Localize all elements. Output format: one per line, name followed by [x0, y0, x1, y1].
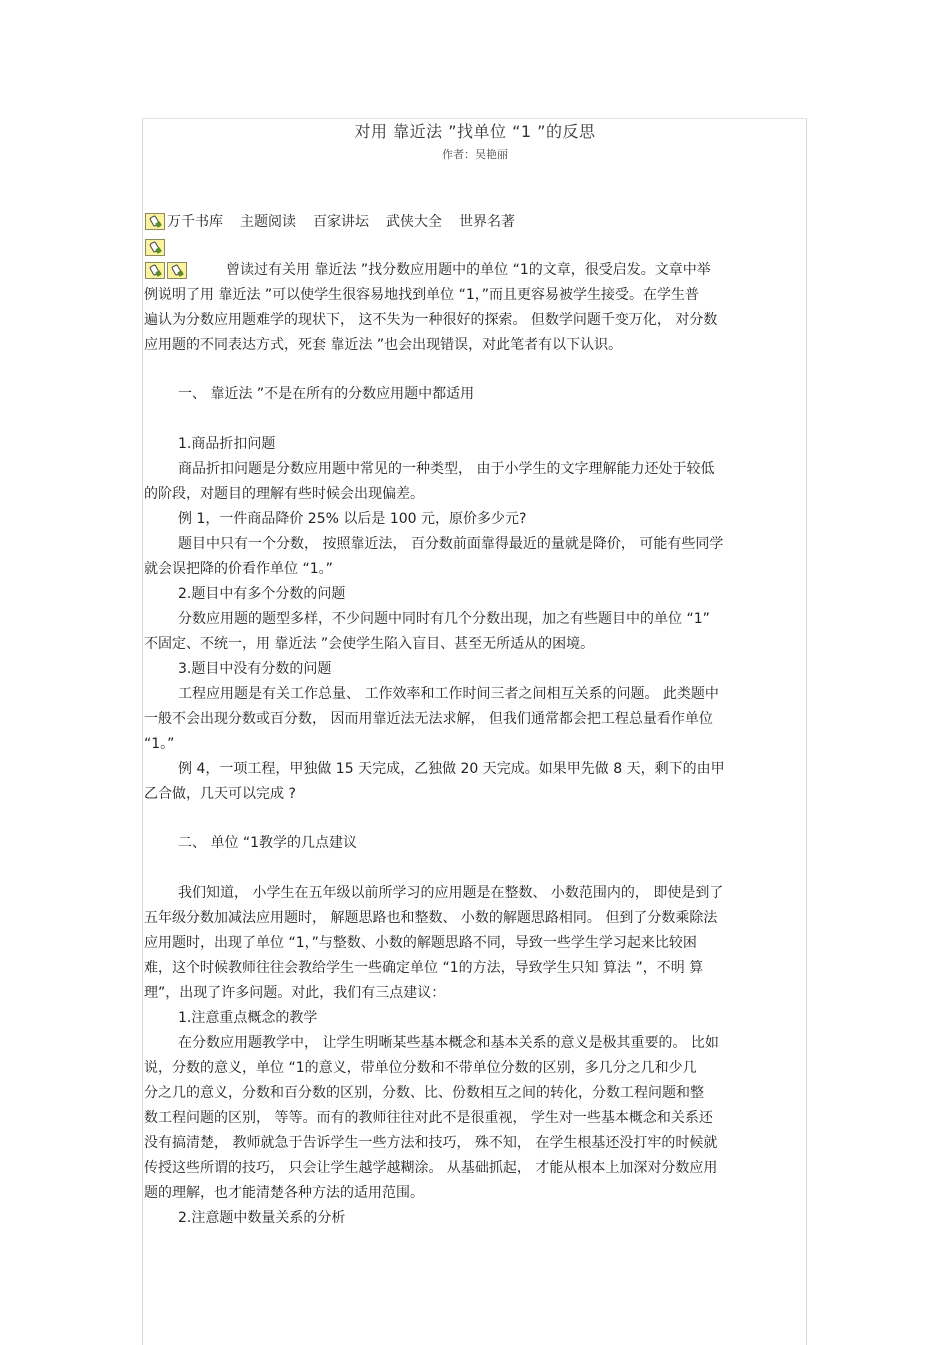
subsection-heading: 2.题目中有多个分数的问题 [178, 586, 346, 602]
paragraph-line: 我们知道， 小学生在五年级以前所学习的应用题是在整数、 小数范围内的， 即使是到了 [178, 885, 724, 901]
paragraph-line: 传授这些所谓的技巧， 只会让学生越学越糊涂。 从基础抓起， 才能从根本上加深对分数应用 [144, 1160, 718, 1176]
paragraph-line: 遍认为分数应用题难学的现状下， 这不失为一种很好的探索。 但数学问题千变万化， 对分数 [144, 312, 718, 328]
paragraph-line: 五年级分数加减法应用题时， 解题思路也和整数、 小数的解题思路相同。 但到了分数乘除法 [144, 910, 718, 926]
nav-item-theme-reading[interactable]: 主题阅读 [240, 214, 296, 230]
paragraph-line: 题的理解，也才能清楚各种方法的适用范围。 [144, 1185, 424, 1201]
paragraph-line: 例说明了用 靠近法 ”可以使学生很容易地找到单位 “1，”而且更容易被学生接受。在学生普 [144, 287, 700, 303]
paragraph-line: 的阶段，对题目的理解有些时候会出现偏差。 [144, 486, 424, 502]
paragraph-line: 工程应用题是有关工作总量、 工作效率和工作时间三者之间相互关系的问题。 此类题中 [178, 686, 719, 702]
paragraph-line: 没有搞清楚， 教师就急于告诉学生一些方法和技巧， 殊不知， 在学生根基还没打牢的时候就 [144, 1135, 718, 1151]
paragraph-line: 分数应用题的题型多样，不少问题中同时有几个分数出现，加之有些题目中的单位 “1” [178, 611, 710, 627]
paragraph-line: 说，分数的意义，单位 “1的意义，带单位分数和不带单位分数的区别，多几分之几和少几 [144, 1060, 697, 1076]
paragraph-line: 应用题时，出现了单位 “1，”与整数、小数的解题思路不同，导致一些学生学习起来比较困 [144, 935, 697, 951]
example-line: 例 1，一件商品降价 25% 以后是 100 元，原价多少元? [178, 511, 527, 527]
paragraph-line: 商品折扣问题是分数应用题中常见的一种类型， 由于小学生的文字理解能力还处于较低 [178, 461, 715, 477]
paragraph-line: “1。” [144, 736, 175, 752]
paragraph-line: 难，这个时候教师往往会教给学生一些确定单位 “1的方法，导致学生只知 算法 ”，不明 算 [144, 960, 704, 976]
paragraph-line: 就会误把降的价看作单位 “1。” [144, 561, 333, 577]
subsection-heading: 3.题目中没有分数的问题 [178, 661, 332, 677]
paragraph-line: 一般不会出现分数或百分数， 因而用靠近法无法求解， 但我们通常都会把工程总量看作单位 [144, 711, 713, 727]
paragraph-line: 分之几的意义，分数和百分数的区别，分数、比、份数相互之间的转化，分数工程问题和整 [144, 1085, 704, 1101]
paragraph-line: 应用题的不同表达方式，死套 靠近法 ”也会出现错误，对此笔者有以下认识。 [144, 337, 623, 353]
paragraph-line: 曾读过有关用 靠近法 ”找分数应用题中的单位 “1的文章，很受启发。文章中举 [226, 262, 711, 278]
example-line: 例 4，一项工程，甲独做 15 天完成，乙独做 20 天完成。如果甲先做 8 天，剩下的由甲 [178, 761, 725, 777]
example-line: 乙合做，几天可以完成 ? [144, 786, 296, 802]
image-row [145, 238, 167, 256]
nav-item-martial-arts[interactable]: 武侠大全 [386, 214, 442, 230]
paragraph-line: 数工程问题的区别， 等等。而有的教师往往对此不是很重视， 学生对一些基本概念和关系还 [144, 1110, 713, 1126]
article-title: 对用 靠近法 ”找单位 “1 ”的反思 [354, 122, 596, 141]
paragraph-line: 在分数应用题教学中， 让学生明晰某些基本概念和基本关系的意义是极其重要的。 比如 [178, 1035, 719, 1051]
section-heading: 二、 单位 “1教学的几点建议 [178, 835, 358, 851]
nav-item-lecture-room[interactable]: 百家讲坛 [313, 214, 369, 230]
article-body [144, 258, 808, 1231]
paragraph-line: 不固定、不统一，用 靠近法 ”会使学生陷入盲目、甚至无所适从的困境。 [144, 636, 595, 652]
paragraph-line: 题目中只有一个分数， 按照靠近法， 百分数前面靠得最近的量就是降价， 可能有些同学 [178, 536, 724, 552]
broken-image-icon [145, 213, 165, 230]
subsection-heading: 1.注意重点概念的教学 [178, 1010, 318, 1026]
subsection-heading: 2.注意题中数量关系的分析 [178, 1210, 346, 1226]
subsection-heading: 1.商品折扣问题 [178, 436, 276, 452]
article-author: 作者：吴艳丽 [442, 148, 508, 161]
nav-bar [145, 211, 532, 231]
broken-image-icon [145, 239, 165, 256]
paragraph-line: 理”，出现了许多问题。对此，我们有三点建议： [144, 985, 446, 1001]
nav-item-library[interactable]: 万千书库 [167, 214, 223, 230]
section-heading: 一、 靠近法 ”不是在所有的分数应用题中都适用 [178, 386, 475, 402]
nav-item-world-classics[interactable]: 世界名著 [459, 214, 515, 230]
